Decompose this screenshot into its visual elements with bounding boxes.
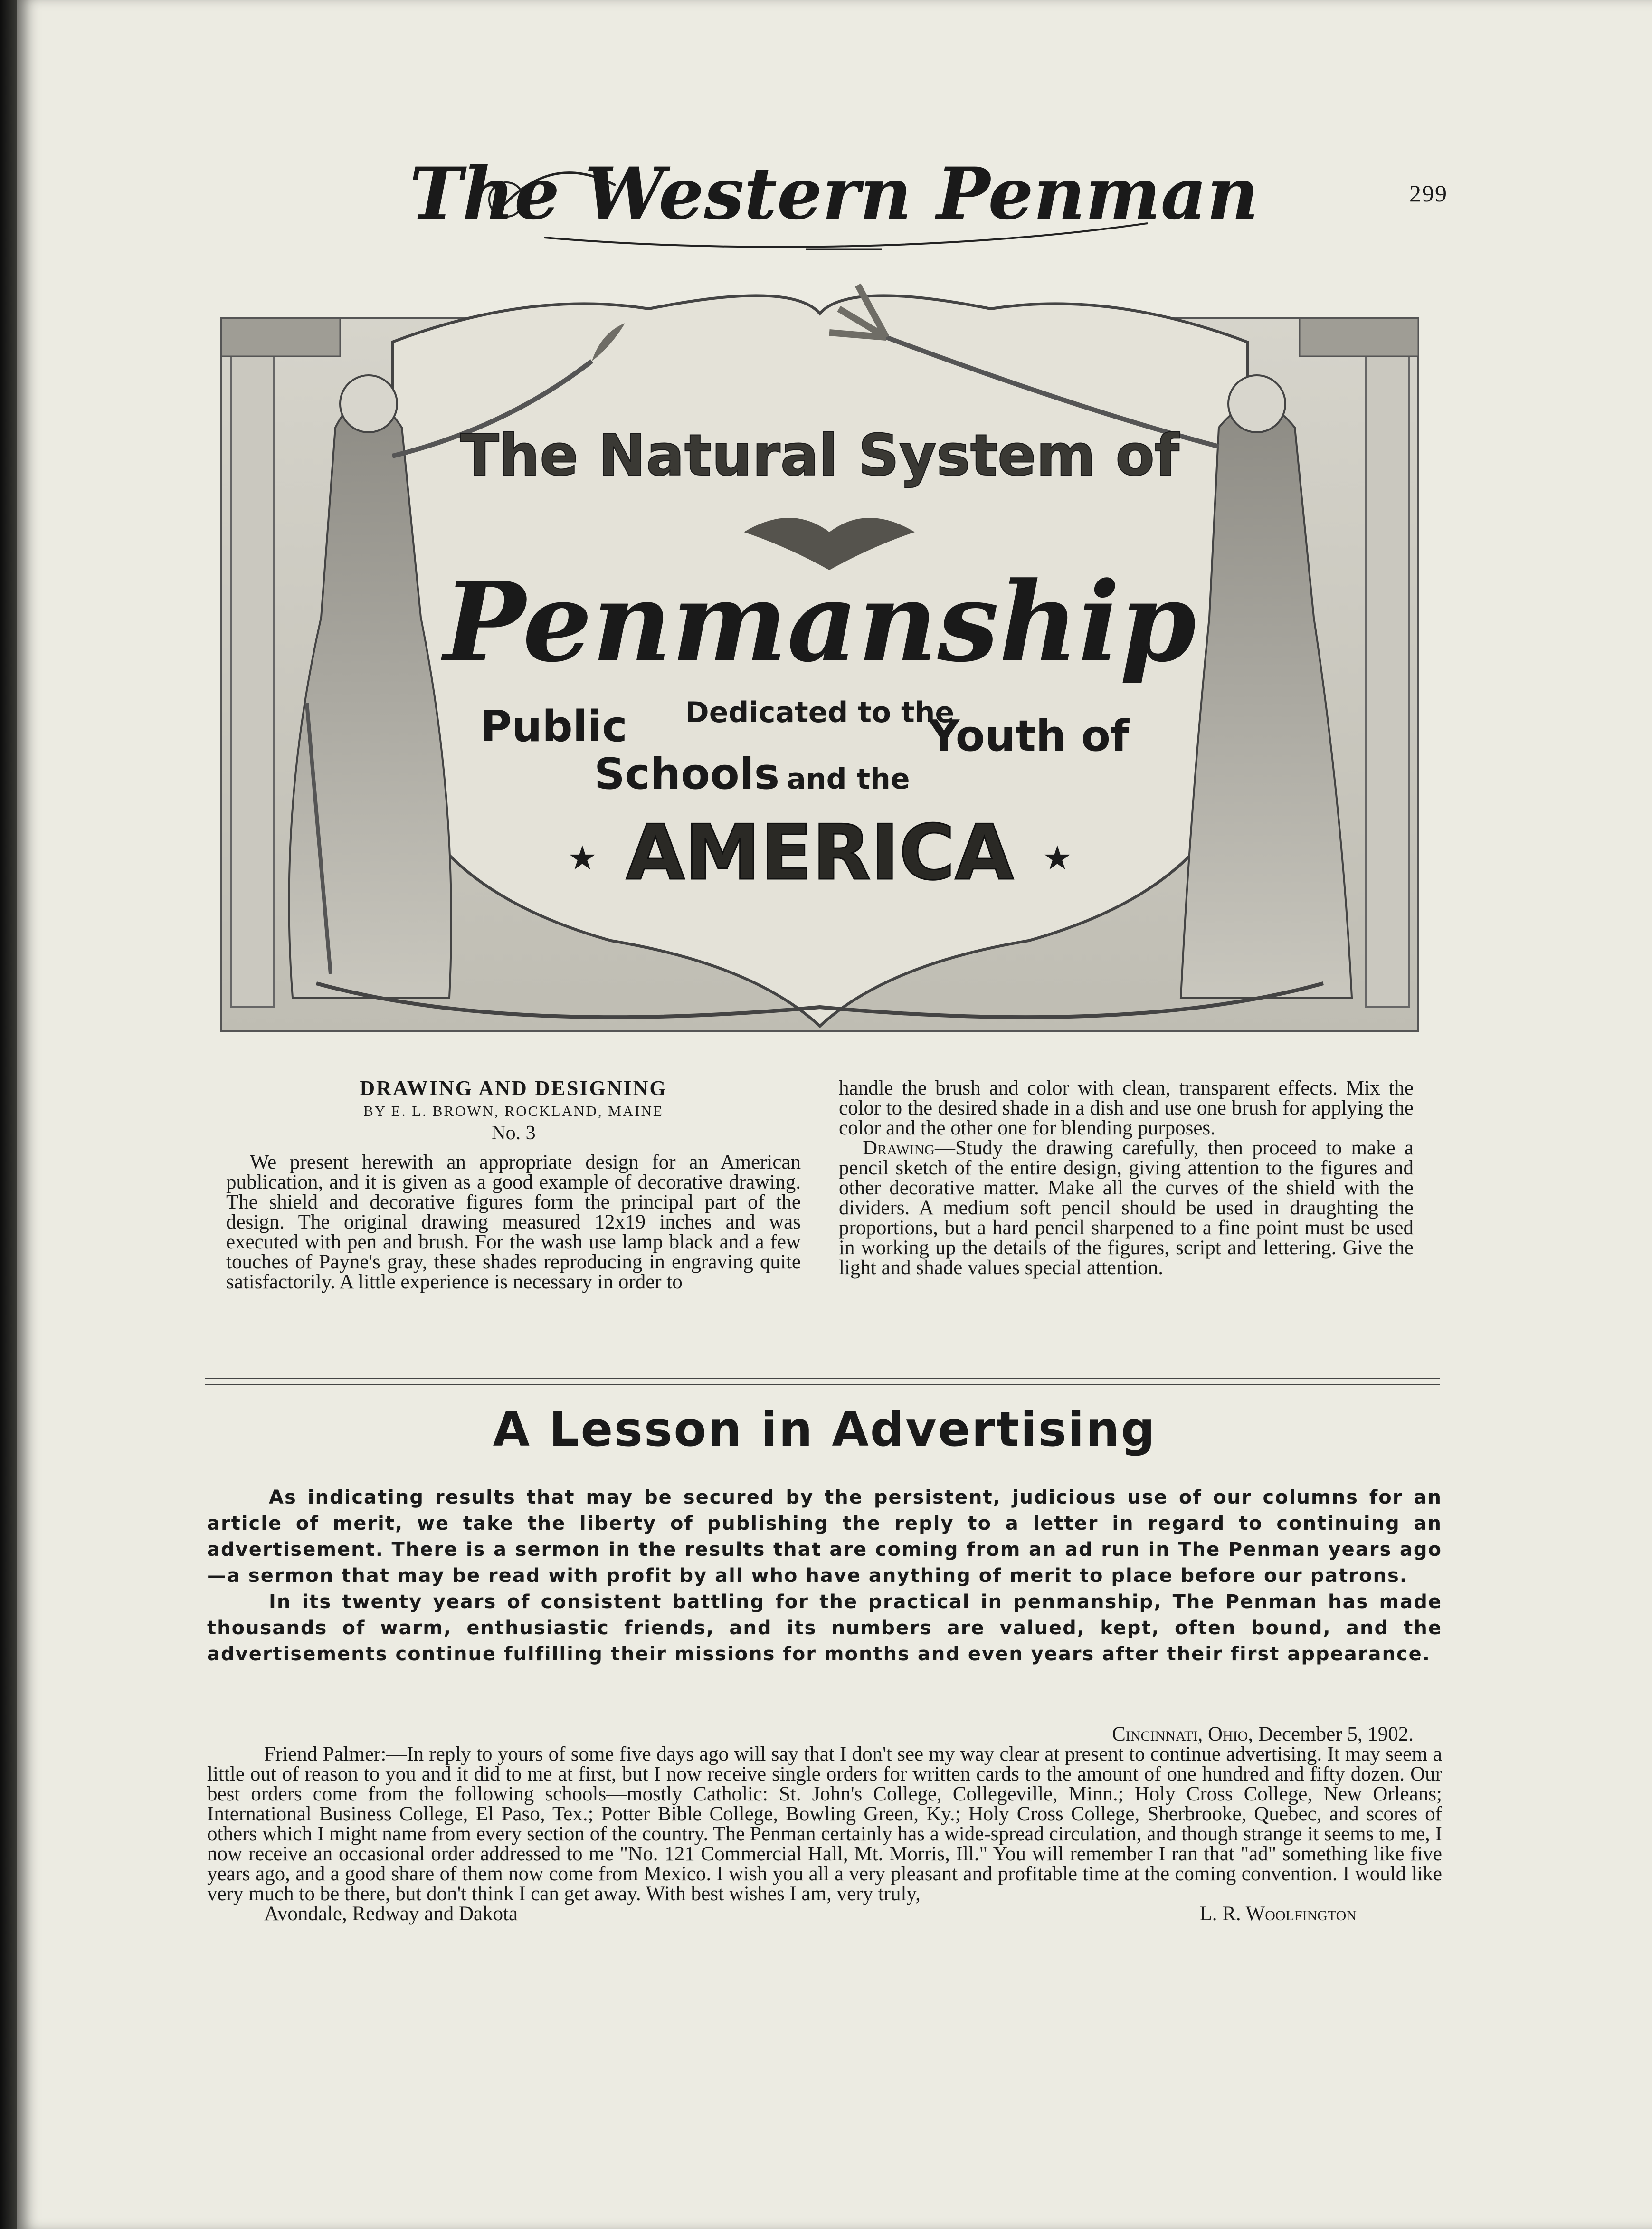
article-title: DRAWING AND DESIGNING (360, 1076, 667, 1100)
plate-title-line1: The Natural System of (460, 423, 1180, 489)
dateline-date: December 5, 1902. (1258, 1723, 1414, 1745)
plate-dedicated: Dedicated to the (685, 696, 955, 729)
letter-location: Avondale, Redway and Dakota (264, 1903, 518, 1925)
letter-body: Friend Palmer:—In reply to yours of some five days ago will say that I don't see my way clear at present to continue advertising. It may seem a little out of reason to you and it did to me at first, but I now receive single orders for written cards to the amount of one hundred and fifty dozen. Our best orders come from the following schools—mostly Catholic: St. John's College, Collegeville, Minn.; Holy Cross College, New Orleans; International Business College, El Paso, Tex.; Potter Bible College, Bowling Green, Ky.; Holy Cross College, Sherbrooke, Quebec, and scores of others which I might name from every section of the country. The Penman certainly has a wide-spread circulation, and though strange it seems to me, I now receive an occasional order addressed to me "No. 121 Commercial Hall, Mt. Morris, Ill." You will remember I ran that "ad" something like five years ago, and a good share of them now come from Mexico. I wish you all a very pleasant and profitable time at the coming convention. I would like very much to be there, but don't think I can get away. With best wishes I am, very truly, (207, 1743, 1442, 1905)
plate-youth-of: Youth of (928, 711, 1130, 761)
article-paragraph-1: We present herewith an appropriate design for an American publication, and it is given as a good example of decorative drawing. The shield and decorative figures form the principal part of the design. The original drawing measured 12x19 inches and was executed with pen and brush. For the wash use lamp black and a few touches of Payne's gray, these shades reproducing in engraving quite satisfactorily. A little experience is necessary in order to (226, 1151, 801, 1293)
article-right-column (839, 1078, 1414, 1278)
article-paragraph-2 (839, 1138, 1414, 1278)
magazine-page (17, 0, 1652, 2229)
article-byline: BY E. L. BROWN, ROCKLAND, MAINE (363, 1103, 664, 1119)
left-pillar (231, 333, 274, 1007)
book-spine-edge (0, 0, 17, 2229)
plate-and-the: and the (787, 762, 910, 796)
left-capital (221, 318, 340, 356)
section-divider (205, 1378, 1440, 1385)
letter-signoff (207, 1904, 1442, 1925)
left-star-icon: ★ (567, 840, 598, 877)
article-left-column (226, 1078, 801, 1292)
plate-public: Public (480, 702, 627, 752)
dateline-place: Cincinnati, Ohio, (1112, 1723, 1253, 1745)
drawing-article (226, 1078, 1423, 1363)
right-capital (1300, 318, 1418, 356)
plate-schools: Schools (594, 749, 780, 799)
right-star-icon: ★ (1042, 840, 1073, 877)
masthead-title: The Western Penman (409, 152, 1259, 236)
letter-dateline (207, 1724, 1414, 1744)
plate-america: AMERICA (626, 808, 1014, 897)
lesson-intro (207, 1485, 1442, 1667)
article-paragraph-1-continued: handle the brush and color with clean, transparent effects. Mix the color to the desired shade in a dish and use one brush for applying the color and the other one for blending purposes. (839, 1077, 1414, 1139)
article-number: No. 3 (491, 1122, 536, 1144)
drawing-lead: Drawing (863, 1137, 935, 1159)
right-pillar (1366, 333, 1409, 1007)
lesson-intro-paragraph-2: In its twenty years of consistent battling for the practical in penmanship, The Penman has made thousands of warm, enthusiastic friends, and its numbers are valued, kept, often bound, and the advertisements continue fulfilling their missions for months and even years after their first appearance. (207, 1591, 1442, 1665)
lesson-heading: A Lesson in Advertising (493, 1401, 1157, 1457)
page-number: 299 (1409, 180, 1448, 207)
letter (207, 1724, 1442, 1925)
plate-title-penmanship: Penmanship (443, 558, 1196, 686)
title-plate-illustration (221, 285, 1418, 1045)
article-paragraph-2-text: —Study the drawing carefully, then proceed to make a pencil sketch of the entire design, giving attention to the figures and other decorative matter. Make all the curves of the shield with the dividers. A medium soft pencil should be used in draughting the proportions, but a hard pencil sharpened to a fine point must be used in working up the details of the figures, script and lettering. Give the light and shade values special attention. (839, 1137, 1414, 1279)
letter-signer: L. R. Woolfington (1199, 1903, 1357, 1925)
masthead-logo (409, 143, 1259, 266)
lesson-intro-paragraph-1: As indicating results that may be secured by the persistent, judicious use of our columns for an article of merit, we take the liberty of publishing the reply to a letter in regard to continuing an advertisement. There is a sermon in the results that are coming from an ad run in The Penman years ago—a sermon that may be read with profit by all who have anything of merit to place before our patrons. (207, 1486, 1442, 1587)
